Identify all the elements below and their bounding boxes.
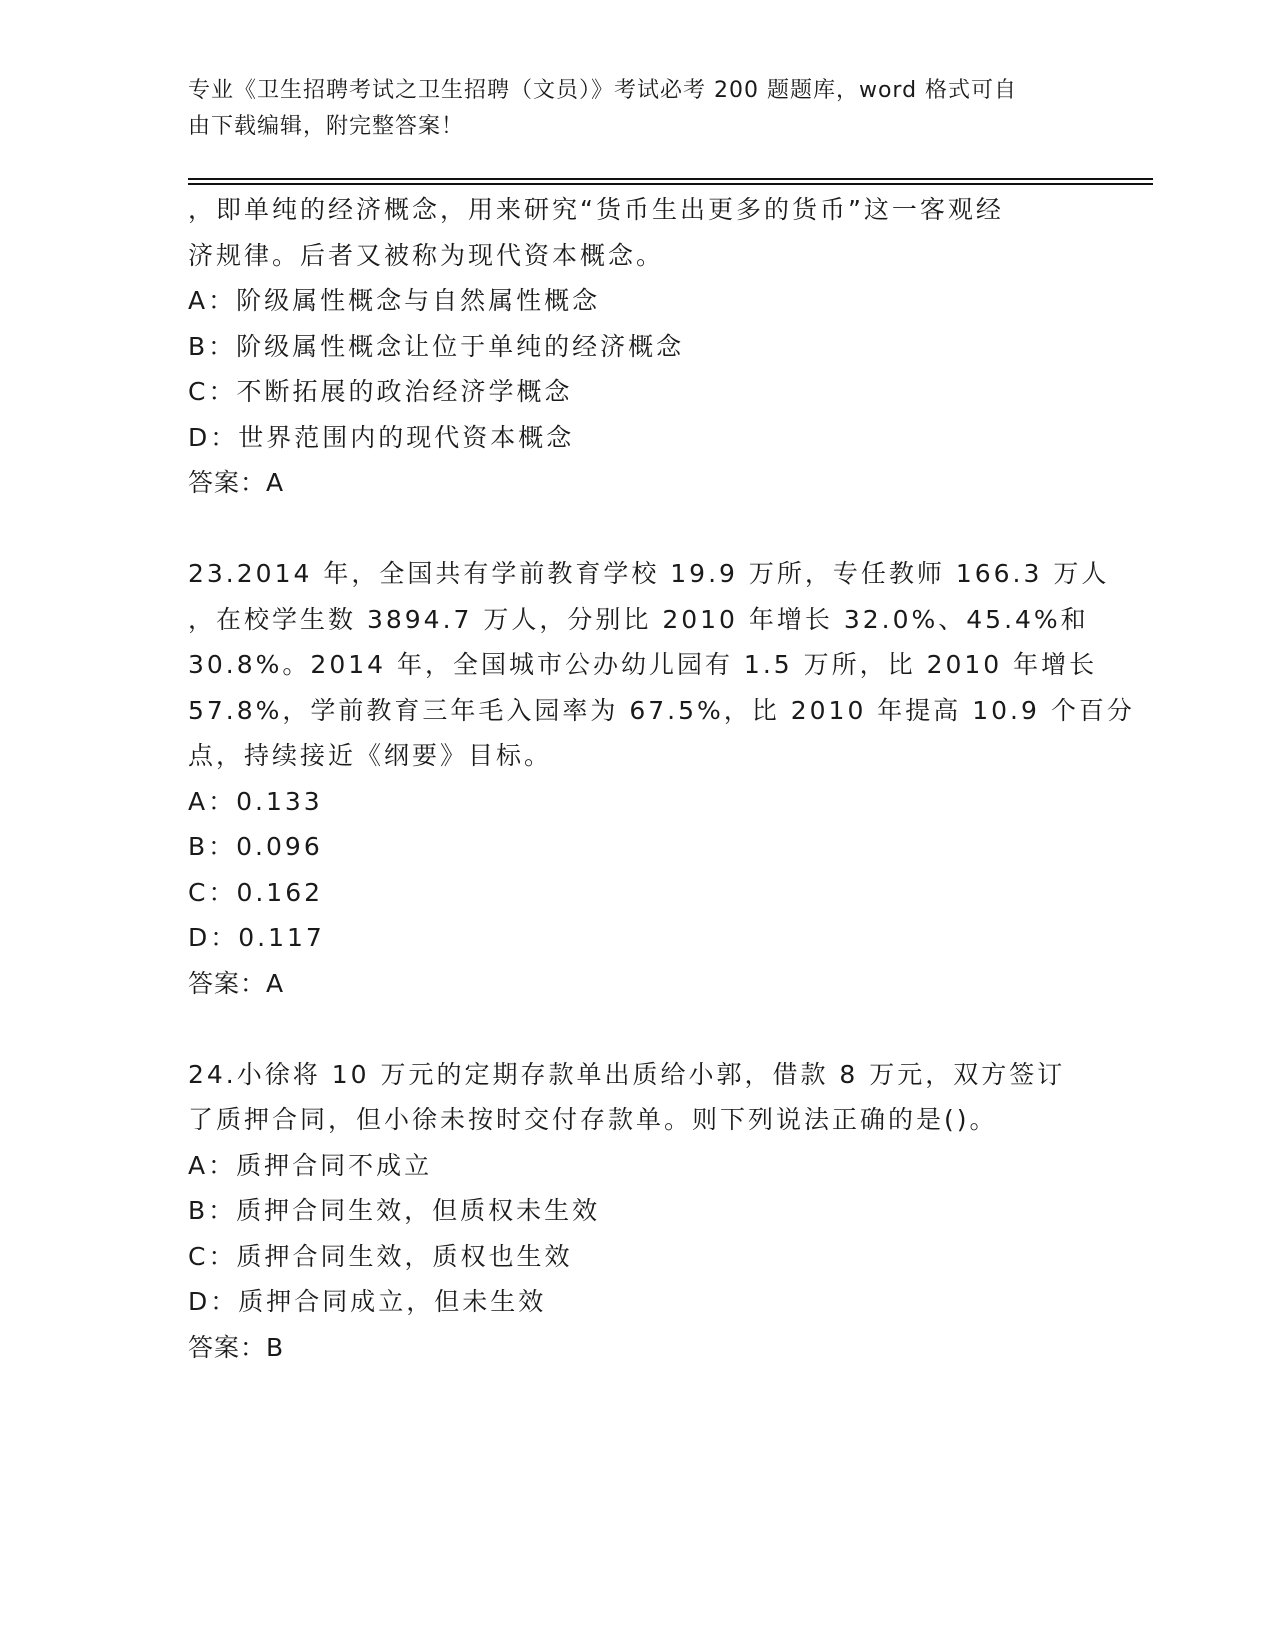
header-divider-bottom [188, 183, 1153, 185]
question-text-line: 了质押合同，但小徐未按时交付存款单。则下列说法正确的是()。 [188, 1105, 998, 1134]
document-header [188, 73, 1068, 145]
question-22-block [188, 187, 1068, 506]
question-text-line: 24.小徐将 10 万元的定期存款单出质给小郭，借款 8 万元，双方签订 [188, 1059, 1066, 1089]
option-b: B：0.096 [188, 832, 323, 861]
document-body [188, 187, 1135, 1370]
option-c: C：不断拓展的政治经济学概念 [188, 377, 573, 406]
option-b: B：质押合同生效，但质权未生效 [188, 1196, 601, 1225]
option-b: B：阶级属性概念让位于单纯的经济概念 [188, 331, 685, 361]
question-text-line: ，在校学生数 3894.7 万人，分别比 2010 年增长 32.0%、45.4%和 [188, 604, 1089, 634]
question-spacer [188, 506, 1068, 552]
answer-line: 答案：A [188, 968, 285, 998]
option-a: A：0.133 [188, 786, 323, 816]
question-text-line: 济规律。后者又被称为现代资本概念。 [188, 240, 665, 270]
option-c: C：质押合同生效，质权也生效 [188, 1241, 573, 1271]
question-23-block [188, 551, 1135, 1006]
question-24-block [188, 1052, 1068, 1371]
header-divider-top [188, 178, 1153, 180]
option-a: A：质押合同不成立 [188, 1150, 433, 1180]
question-text-line: 23.2014 年，全国共有学前教育学校 19.9 万所，专任教师 166.3 万人 [188, 559, 1110, 588]
header-line-2: 由下载编辑，附完整答案！ [188, 114, 465, 139]
option-c: C：0.162 [188, 877, 324, 907]
option-a: A：阶级属性概念与自然属性概念 [188, 286, 601, 315]
answer-line: 答案：B [188, 1332, 285, 1362]
option-d: D：世界范围内的现代资本概念 [188, 422, 575, 452]
question-text-line: ，即单纯的经济概念，用来研究“货币生出更多的货币”这一客观经 [188, 195, 1004, 224]
header-line-1: 专业《卫生招聘考试之卫生招聘（文员）》考试必考 200 题题库，word 格式可自 [188, 78, 1018, 103]
option-d: D：质押合同成立，但未生效 [188, 1287, 547, 1316]
question-text-line: 57.8%，学前教育三年毛入园率为 67.5%，比 2010 年提高 10.9 个百分 [188, 695, 1135, 725]
question-spacer [188, 1006, 1068, 1052]
option-d: D：0.117 [188, 923, 325, 952]
question-text-line: 点，持续接近《纲要》目标。 [188, 741, 553, 770]
answer-line: 答案：A [188, 468, 285, 497]
question-text-line: 30.8%。2014 年，全国城市公办幼儿园有 1.5 万所，比 2010 年增长 [188, 650, 1098, 679]
